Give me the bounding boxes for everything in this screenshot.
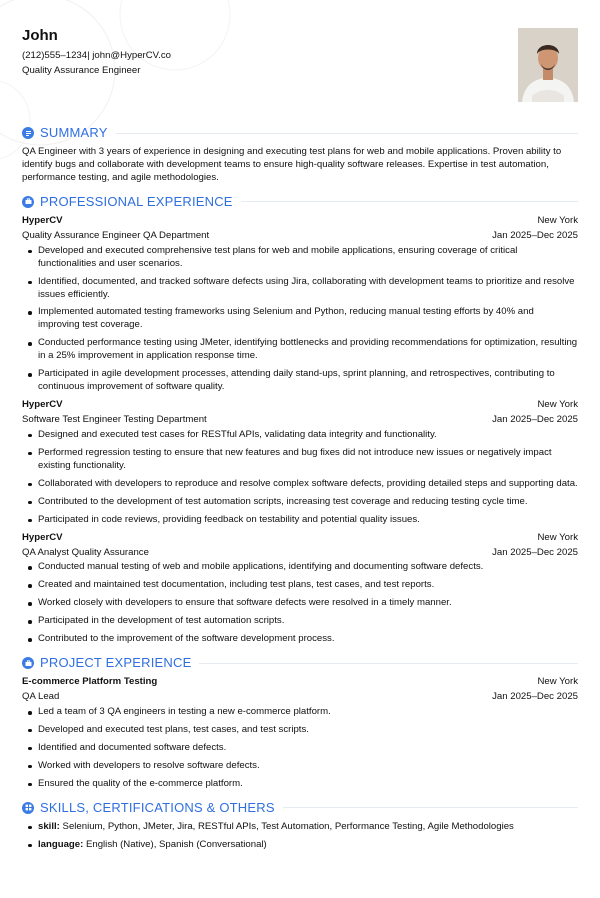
candidate-title: Quality Assurance Engineer bbox=[22, 65, 141, 77]
project-heading bbox=[22, 652, 578, 674]
job-location: New York bbox=[537, 531, 578, 543]
skill-value: Selenium, Python, JMeter, Jira, RESTful APIs, Test Automation, Performance Testing, Agile Methodologies bbox=[62, 820, 514, 832]
project-dates: Jan 2025–Dec 2025 bbox=[492, 691, 578, 703]
job-title: Quality Assurance Engineer QA Department bbox=[22, 229, 210, 241]
job-title-row bbox=[22, 414, 578, 427]
document-icon bbox=[22, 127, 34, 139]
bullet-item: Identified and documented software defects. bbox=[22, 742, 578, 755]
profile-photo-illustration bbox=[518, 28, 578, 102]
job-location: New York bbox=[537, 214, 578, 226]
bullet-item: Collaborated with developers to reproduce and resolve complex software defects, providing detailed steps and supporting data. bbox=[22, 478, 578, 491]
experience-title: PROFESSIONAL EXPERIENCE bbox=[40, 194, 233, 210]
skills-heading bbox=[22, 797, 578, 819]
bullet-item: Ensured the quality of the e-commerce platform. bbox=[22, 778, 578, 791]
job-entry bbox=[22, 399, 578, 527]
job-bullets bbox=[22, 245, 578, 394]
project-name: E-commerce Platform Testing bbox=[22, 676, 158, 688]
job-bullets bbox=[22, 429, 578, 527]
folder-icon bbox=[22, 657, 34, 669]
job-company: HyperCV bbox=[22, 214, 63, 226]
job-company-row bbox=[22, 399, 578, 412]
bullet-item: Conducted manual testing of web and mobile applications, identifying and documenting software defects. bbox=[22, 561, 578, 574]
skill-item bbox=[22, 821, 578, 834]
project-role: QA Lead bbox=[22, 691, 60, 703]
job-company: HyperCV bbox=[22, 531, 63, 543]
skills-list bbox=[22, 821, 578, 852]
bullet-item: Developed and executed test plans, test cases, and test scripts. bbox=[22, 724, 578, 737]
experience-heading bbox=[22, 191, 578, 213]
bullet-item: Participated in agile development processes, attending daily stand-ups, sprint planning, and retrospectives, contributing to continuous improvement of software quality. bbox=[22, 368, 578, 394]
language-item bbox=[22, 839, 578, 852]
job-bullets bbox=[22, 561, 578, 646]
project-title: PROJECT EXPERIENCE bbox=[40, 655, 192, 671]
project-name-row bbox=[22, 676, 578, 689]
language-key: language: bbox=[38, 838, 84, 850]
bullet-item: Participated in code reviews, providing feedback on testability and potential quality issues. bbox=[22, 514, 578, 527]
job-location: New York bbox=[537, 399, 578, 411]
job-company-row bbox=[22, 532, 578, 545]
resume-page bbox=[22, 18, 578, 857]
language-value: English (Native), Spanish (Conversational) bbox=[85, 838, 267, 850]
project-entry bbox=[22, 676, 578, 791]
section-divider bbox=[199, 663, 578, 664]
project-role-row bbox=[22, 691, 578, 704]
phone-number: (212)555–1234 bbox=[22, 50, 88, 62]
grid-icon bbox=[22, 802, 34, 814]
bullet-item: Implemented automated testing frameworks using Selenium and Python, reducing manual testing efforts by 40% and improving test coverage. bbox=[22, 306, 578, 332]
skills-title: SKILLS, CERTIFICATIONS & OTHERS bbox=[40, 799, 275, 815]
profile-photo bbox=[518, 28, 578, 102]
job-dates: Jan 2025–Dec 2025 bbox=[492, 546, 578, 558]
bullet-item: Identified, documented, and tracked software defects using Jira, collaborating with development teams to prioritize and resolve issues efficiently. bbox=[22, 276, 578, 302]
bullet-item: Performed regression testing to ensure that new features and bug fixes did not introduce new issues or negatively impact existing functionality. bbox=[22, 447, 578, 473]
skill-key: skill: bbox=[38, 820, 60, 832]
experience-section bbox=[22, 191, 578, 646]
bullet-item: Worked closely with developers to ensure that software defects were resolved in a timely manner. bbox=[22, 597, 578, 610]
bullet-item: Created and maintained test documentation, including test plans, test cases, and test reports. bbox=[22, 579, 578, 592]
bullet-item: Developed and executed comprehensive test plans for web and mobile applications, ensuring coverage of critical functionalities and user scenarios. bbox=[22, 245, 578, 271]
skills-section bbox=[22, 797, 578, 852]
project-section bbox=[22, 652, 578, 791]
job-dates: Jan 2025–Dec 2025 bbox=[492, 414, 578, 425]
section-divider bbox=[116, 133, 578, 134]
job-title-row bbox=[22, 547, 578, 560]
bullet-item: Contributed to the improvement of the software development process. bbox=[22, 633, 578, 646]
job-title-row bbox=[22, 230, 578, 243]
job-dates: Jan 2025–Dec 2025 bbox=[492, 229, 578, 241]
summary-section bbox=[22, 122, 578, 185]
bullet-item: Led a team of 3 QA engineers in testing a new e-commerce platform. bbox=[22, 706, 578, 719]
project-location: New York bbox=[537, 676, 578, 688]
briefcase-icon bbox=[22, 196, 34, 208]
project-bullets bbox=[22, 706, 578, 791]
job-title: Software Test Engineer Testing Department bbox=[22, 414, 207, 425]
job-title: QA Analyst Quality Assurance bbox=[22, 546, 149, 558]
contact-line bbox=[22, 50, 578, 63]
summary-title: SUMMARY bbox=[40, 125, 108, 141]
bullet-item: Participated in the development of test automation scripts. bbox=[22, 615, 578, 628]
summary-text: QA Engineer with 3 years of experience in designing and executing test plans for web and mobile applications. Proven ability to identify bugs and collaborate with development teams to ensure high-quality software releases. Expertise in test automation, performance testing, and agile methodologies. bbox=[22, 146, 562, 183]
contact-separator: | bbox=[87, 50, 93, 62]
section-divider bbox=[241, 201, 578, 202]
email-address: john@HyperCV.co bbox=[92, 50, 171, 62]
bullet-item: Conducted performance testing using JMeter, identifying bottlenecks and providing recommendations for optimization, resulting in a 25% improvement in application response time. bbox=[22, 337, 578, 363]
job-entry bbox=[22, 215, 578, 394]
job-entry bbox=[22, 532, 578, 647]
bullet-item: Worked with developers to resolve software defects. bbox=[22, 760, 578, 773]
summary-heading bbox=[22, 122, 578, 144]
job-company: HyperCV bbox=[22, 399, 63, 411]
candidate-name: John bbox=[22, 27, 58, 44]
bullet-item: Contributed to the development of test automation scripts, increasing test coverage and reducing testing cycle time. bbox=[22, 496, 578, 509]
resume-header bbox=[22, 26, 578, 116]
bullet-item: Designed and executed test cases for RESTful APIs, validating data integrity and functionality. bbox=[22, 429, 578, 442]
section-divider bbox=[283, 807, 578, 808]
job-company-row bbox=[22, 215, 578, 228]
